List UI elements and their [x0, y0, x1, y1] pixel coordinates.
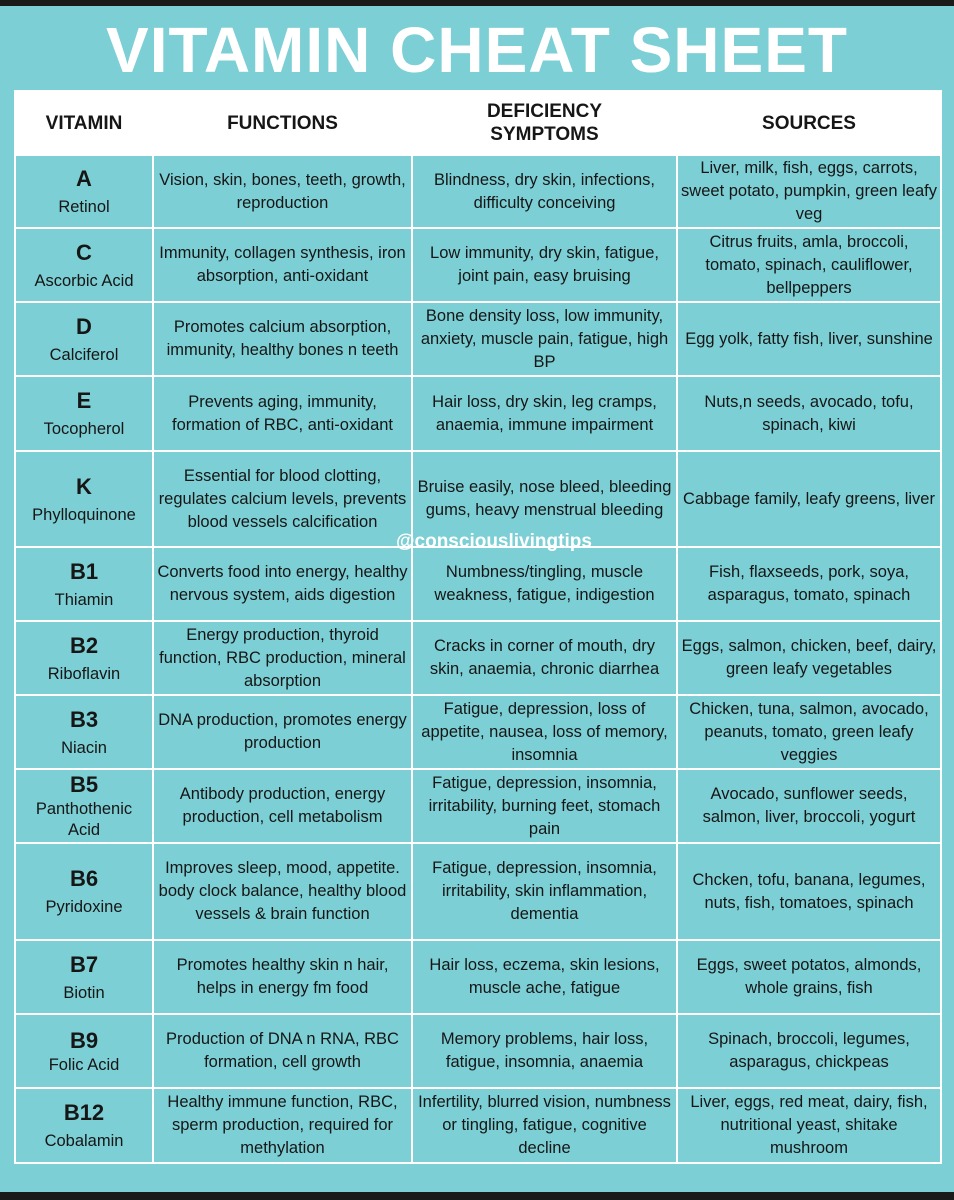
table-row: [16, 622, 940, 694]
vitamin-cell: [16, 229, 152, 301]
functions-cell: Converts food into energy, healthy nervous system, aids digestion: [154, 548, 411, 620]
sources-cell: Liver, eggs, red meat, dairy, fish, nutritional yeast, shitake mushroom: [678, 1089, 940, 1162]
vitamin-cell: [16, 156, 152, 227]
vitamin-chemical-name: Phylloquinone: [32, 505, 136, 524]
table-row: [16, 770, 940, 842]
vitamin-chemical-name: Calciferol: [49, 345, 119, 364]
sources-cell: Cabbage family, leafy greens, liver: [678, 452, 940, 546]
deficiency-cell: Hair loss, eczema, skin lesions, muscle ache, fatigue: [413, 941, 676, 1013]
deficiency-cell: Cracks in corner of mouth, dry skin, anaemia, chronic diarrhea: [413, 622, 676, 694]
functions-cell: DNA production, promotes energy production: [154, 696, 411, 768]
vitamin-cell: [16, 377, 152, 450]
watermark-handle: @consciouslivingtips: [396, 531, 592, 552]
vitamin-cell: [16, 770, 152, 842]
vitamin-letter: K: [76, 473, 92, 499]
page-title: VITAMIN CHEAT SHEET: [106, 14, 848, 86]
vitamin-cell: [16, 1015, 152, 1087]
table-row: [16, 377, 940, 450]
sources-cell: Chicken, tuna, salmon, avocado, peanuts, tomato, green leafy veggies: [678, 696, 940, 768]
deficiency-cell: Memory problems, hair loss, fatigue, insomnia, anaemia: [413, 1015, 676, 1087]
vitamin-letter: B7: [69, 951, 99, 977]
functions-cell: Antibody production, energy production, cell metabolism: [154, 770, 411, 842]
deficiency-cell: Infertility, blurred vision, numbness or tingling, fatigue, cognitive decline: [413, 1089, 676, 1162]
vitamin-chemical-name: Niacin: [61, 738, 107, 757]
functions-cell: Healthy immune function, RBC, sperm production, required for methylation: [154, 1089, 411, 1162]
vitamin-letter: B3: [69, 706, 99, 732]
vitamin-table: [14, 90, 942, 1164]
vitamin-letter: B2: [69, 632, 99, 658]
deficiency-cell: Fatigue, depression, insomnia, irritability, skin inflammation, dementia: [413, 844, 676, 939]
vitamin-letter: A: [76, 166, 92, 191]
table-row: [16, 156, 940, 227]
sources-cell: Nuts,n seeds, avocado, tofu, spinach, kiwi: [678, 377, 940, 450]
header-functions: FUNCTIONS: [154, 92, 411, 154]
vitamin-chemical-name: Thiamin: [54, 590, 114, 609]
vitamin-chemical-name: Cobalamin: [44, 1132, 124, 1150]
deficiency-cell: Bruise easily, nose bleed, bleeding gums, heavy menstrual bleeding: [413, 452, 676, 546]
sources-cell: Spinach, broccoli, legumes, asparagus, chickpeas: [678, 1015, 940, 1087]
vitamin-letter: C: [76, 239, 92, 265]
sources-cell: Chcken, tofu, banana, legumes, nuts, fish, tomatoes, spinach: [678, 844, 940, 939]
header-deficiency-line2: SYMPTOMS: [490, 124, 599, 145]
vitamin-chemical-name: Panthothenic Acid: [35, 800, 133, 839]
vitamin-cell: [16, 303, 152, 375]
table-row: [16, 229, 940, 301]
vitamin-chemical-name: Folic Acid: [48, 1055, 120, 1074]
table-row: [16, 696, 940, 768]
vitamin-letter: E: [76, 388, 92, 413]
table-row: [16, 1015, 940, 1087]
vitamin-chemical-name: Riboflavin: [47, 664, 121, 683]
deficiency-cell: Fatigue, depression, insomnia, irritability, burning feet, stomach pain: [413, 770, 676, 842]
deficiency-cell: Blindness, dry skin, infections, difficulty conceiving: [413, 156, 676, 227]
sources-cell: Avocado, sunflower seeds, salmon, liver, broccoli, yogurt: [678, 770, 940, 842]
cheat-sheet: [0, 6, 954, 1192]
table-row: [16, 1089, 940, 1162]
vitamin-cell: [16, 941, 152, 1013]
header-sources: SOURCES: [678, 92, 940, 154]
table-header-row: [16, 92, 940, 154]
header-vitamin: VITAMIN: [16, 92, 152, 154]
vitamin-cell: [16, 696, 152, 768]
sources-cell: Liver, milk, fish, eggs, carrots, sweet potato, pumpkin, green leafy veg: [678, 156, 940, 227]
vitamin-letter: B6: [69, 866, 99, 891]
vitamin-cell: [16, 1089, 152, 1162]
sources-cell: Eggs, salmon, chicken, beef, dairy, green leafy vegetables: [678, 622, 940, 694]
functions-cell: Immunity, collagen synthesis, iron absorption, anti-oxidant: [154, 229, 411, 301]
vitamin-cell: [16, 452, 152, 546]
functions-cell: Energy production, thyroid function, RBC production, mineral absorption: [154, 622, 411, 694]
deficiency-cell: Low immunity, dry skin, fatigue, joint pain, easy bruising: [413, 229, 676, 301]
functions-cell: Promotes healthy skin n hair, helps in energy fm food: [154, 941, 411, 1013]
vitamin-cell: [16, 844, 152, 939]
deficiency-cell: Hair loss, dry skin, leg cramps, anaemia, immune impairment: [413, 377, 676, 450]
functions-cell: Promotes calcium absorption, immunity, healthy bones n teeth: [154, 303, 411, 375]
table-row: [16, 548, 940, 620]
header-deficiency: [413, 92, 676, 154]
vitamin-chemical-name: Biotin: [63, 983, 105, 1002]
sources-cell: Citrus fruits, amla, broccoli, tomato, spinach, cauliflower, bellpeppers: [678, 229, 940, 301]
vitamin-chemical-name: Pyridoxine: [45, 898, 123, 916]
vitamin-cell: [16, 622, 152, 694]
table-row: [16, 844, 940, 939]
vitamin-chemical-name: Tocopherol: [43, 420, 125, 438]
vitamin-letter: B5: [69, 772, 99, 797]
vitamin-chemical-name: Ascorbic Acid: [34, 271, 134, 290]
vitamin-chemical-name: Retinol: [58, 198, 110, 216]
deficiency-cell: Bone density loss, low immunity, anxiety, muscle pain, fatigue, high BP: [413, 303, 676, 375]
table-row: [16, 303, 940, 375]
vitamin-letter: B12: [63, 1100, 105, 1125]
vitamin-letter: B9: [69, 1027, 99, 1053]
functions-cell: Production of DNA n RNA, RBC formation, cell growth: [154, 1015, 411, 1087]
deficiency-cell: Fatigue, depression, loss of appetite, nausea, loss of memory, insomnia: [413, 696, 676, 768]
vitamin-letter: D: [76, 313, 92, 339]
vitamin-letter: B1: [69, 558, 99, 584]
functions-cell: Prevents aging, immunity, formation of RBC, anti-oxidant: [154, 377, 411, 450]
sources-cell: Egg yolk, fatty fish, liver, sunshine: [678, 303, 940, 375]
sources-cell: Fish, flaxseeds, pork, soya, asparagus, tomato, spinach: [678, 548, 940, 620]
table-row: [16, 941, 940, 1013]
functions-cell: Improves sleep, mood, appetite. body clock balance, healthy blood vessels & brain function: [154, 844, 411, 939]
vitamin-cell: [16, 548, 152, 620]
functions-cell: Vision, skin, bones, teeth, growth, reproduction: [154, 156, 411, 227]
header-deficiency-line1: DEFICIENCY: [486, 101, 603, 122]
functions-cell: Essential for blood clotting, regulates calcium levels, prevents blood vessels calcification: [154, 452, 411, 546]
sources-cell: Eggs, sweet potatos, almonds, whole grains, fish: [678, 941, 940, 1013]
deficiency-cell: Numbness/tingling, muscle weakness, fatigue, indigestion: [413, 548, 676, 620]
